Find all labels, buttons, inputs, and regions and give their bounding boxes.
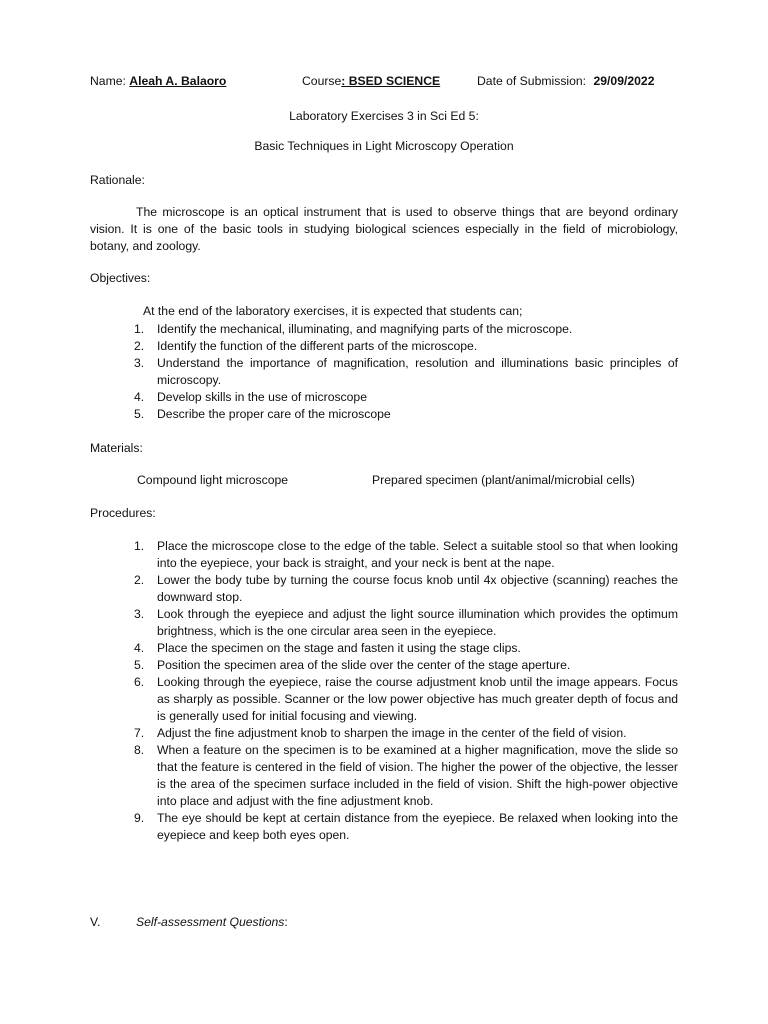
section-numeral: V. <box>90 915 101 929</box>
name-value: Aleah A. Balaoro <box>129 74 227 88</box>
list-item: 9. The eye should be kept at certain distance from the eyepiece. Be relaxed when looking into the eyepiece and keep both eyes open. <box>134 811 678 842</box>
list-item: 6. Looking through the eyepiece, raise the course adjustment knob until the image appears. Focus as sharply as possible. Scanner or the low power objective has much greater depth of focus and is generally used for initial focusing and viewing. <box>134 675 678 723</box>
title-line-1: Laboratory Exercises 3 in Sci Ed 5: <box>289 109 479 123</box>
date-label: Date of Submission: <box>477 74 587 88</box>
material-item-microscope: Compound light microscope <box>137 473 289 487</box>
objectives-list <box>134 321 678 423</box>
objectives-intro: At the end of the laboratory exercises, it is expected that students can; <box>143 304 523 318</box>
list-item: 7. Adjust the fine adjustment knob to sharpen the image in the center of the field of vision. <box>134 726 627 740</box>
list-item: 2. Lower the body tube by turning the course focus knob until 4x objective (scanning) reaches the downward stop. <box>134 573 678 604</box>
list-item: 5. Position the specimen area of the slide over the center of the stage aperture. <box>134 658 571 672</box>
list-item: 8. When a feature on the specimen is to be examined at a higher magnification, move the slide so that the feature is centered in the field of vision. The higher the power of the objective, the lesser is the area of the specimen surface included in the field of vision. Shift the high-power objective into place and adjust with the fine adjustment knob. <box>134 743 678 808</box>
name-field <box>90 74 226 88</box>
procedures-list <box>134 538 678 844</box>
procedures-heading: Procedures: <box>90 506 156 520</box>
materials-heading: Materials: <box>90 441 143 455</box>
rationale-paragraph: The microscope is an optical instrument that is used to observe things that are beyond ordinary vision. It is one of the basic tools in studying biological sciences especially in the field of microbiology, botany, and zoology. <box>90 205 678 253</box>
title-line-2: Basic Techniques in Light Microscopy Operation <box>254 139 514 153</box>
course-label: Course <box>302 74 342 88</box>
rationale-heading: Rationale: <box>90 173 145 187</box>
list-item: 1. Place the microscope close to the edge of the table. Select a suitable stool so that when looking into the eyepiece, your back is straight, and your neck is bent at the nape. <box>134 539 678 570</box>
name-label: Name: <box>90 74 126 88</box>
course-field <box>302 74 440 88</box>
list-item: 4. Place the specimen on the stage and fasten it using the stage clips. <box>134 641 521 655</box>
list-item: 3. Look through the eyepiece and adjust the light source illumination which provides the optimum brightness, which is the one circular area seen in the eyepiece. <box>134 607 678 638</box>
objectives-heading: Objectives: <box>90 271 151 285</box>
course-value: : BSED SCIENCE <box>341 74 441 88</box>
list-item: 2. Identify the function of the different parts of the microscope. <box>134 339 478 353</box>
date-field <box>477 74 654 88</box>
list-item: 1. Identify the mechanical, illuminating, and magnifying parts of the microscope. <box>134 322 573 336</box>
list-item: 4. Develop skills in the use of microscope <box>134 390 367 404</box>
list-item: 5. Describe the proper care of the microscope <box>134 407 391 421</box>
material-item-specimen: Prepared specimen (plant/animal/microbial cells) <box>372 473 635 487</box>
date-value: 29/09/2022 <box>593 74 655 88</box>
list-item: 3. Understand the importance of magnification, resolution and illuminations basic principles of microscopy. <box>134 356 678 387</box>
self-assessment-heading: Self-assessment Questions: <box>136 915 288 929</box>
